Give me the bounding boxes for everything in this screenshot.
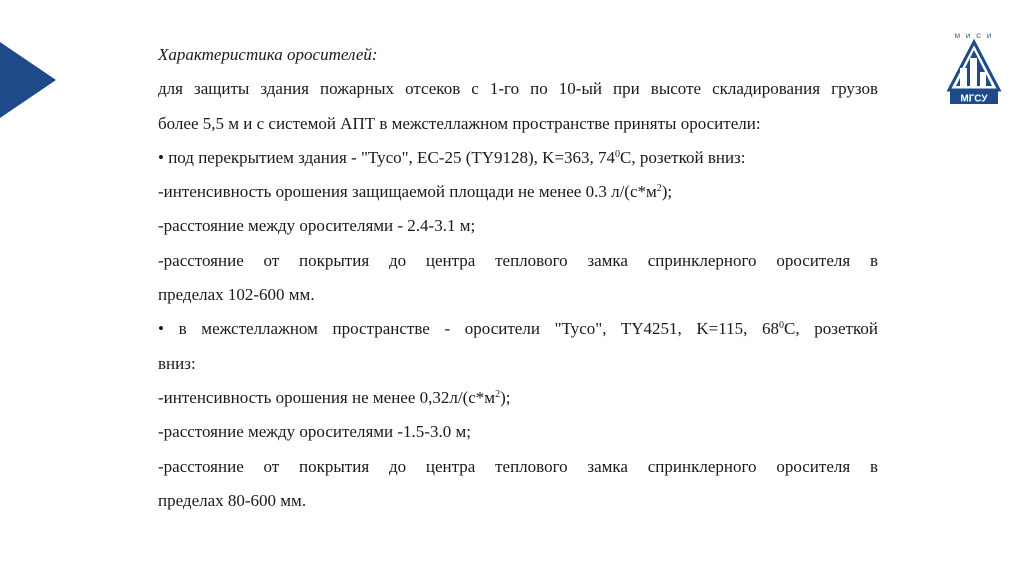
paragraph-line: для защиты здания пожарных отсеков с 1-го по 10-ый при высоте складирования грузов xyxy=(158,79,878,99)
spec-line xyxy=(158,381,878,415)
square-superscript: 2 xyxy=(495,388,501,400)
degree-superscript: 0 xyxy=(615,148,621,160)
bullet-text: C, розеткой xyxy=(784,319,878,339)
spec-text: ); xyxy=(500,387,511,407)
spec-line: пределах 102-600 мм. xyxy=(158,285,315,305)
bullet-text: C, розеткой вниз: xyxy=(620,147,746,167)
bullet-text: • под перекрытием здания - "Tyco", EC-25 (TY9128), K=363, 74 xyxy=(158,147,616,167)
degree-superscript: 0 xyxy=(779,320,785,332)
university-logo xyxy=(944,28,1004,104)
spec-line: -расстояние между оросителями - 2.4-3.1 м; xyxy=(158,216,476,236)
spec-text: -интенсивность орошения защищаемой площади не менее 0.3 л/(с*м xyxy=(158,182,657,202)
bullet-item-rack-space xyxy=(158,312,878,346)
slide-content xyxy=(158,38,878,518)
paragraph-line: более 5,5 м и с системой АПТ в межстеллажном пространстве приняты оросители: xyxy=(158,113,761,133)
spec-line: -расстояние между оросителями -1.5-3.0 м; xyxy=(158,422,471,442)
logo-top-letters: М И С И xyxy=(954,33,994,40)
bullet-item-ceiling xyxy=(158,141,878,175)
spec-text: -интенсивность орошения не менее 0,32л/(с*м xyxy=(158,387,496,407)
bullet-text: • в межстеллажном пространстве - оросители "Tyco", TY4251, K=115, 68 xyxy=(158,319,780,339)
spec-line: пределах 80-600 мм. xyxy=(158,490,307,510)
slide-triangle-marker xyxy=(0,42,56,118)
spec-line: -расстояние от покрытия до центра теплового замка спринклерного оросителя в xyxy=(158,456,878,476)
spec-text: ); xyxy=(661,182,673,202)
square-superscript: 2 xyxy=(656,183,662,195)
spec-line: -расстояние от покрытия до центра теплового замка спринклерного оросителя в xyxy=(158,250,878,270)
logo-emblem-icon xyxy=(944,28,1004,104)
spec-line xyxy=(158,175,878,209)
bullet-continuation: вниз: xyxy=(158,353,196,373)
section-heading: Характеристика оросителей: xyxy=(158,45,378,64)
logo-text: МГСУ xyxy=(960,93,988,104)
